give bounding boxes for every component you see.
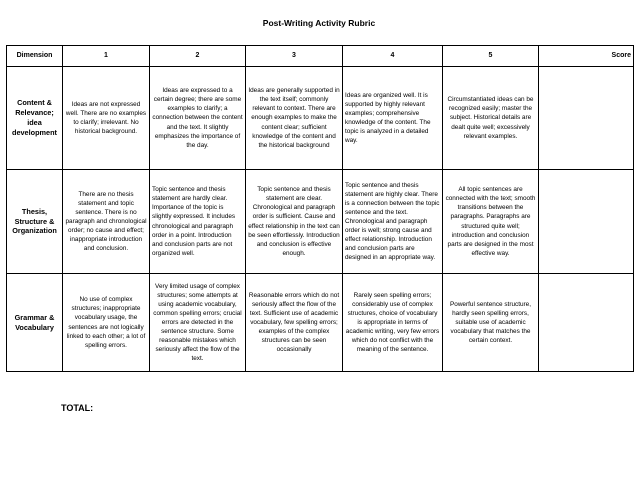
rubric-cell: Ideas are expressed to a certain degree; there are some examples to clarify; a connection between the content and the text. It slightly emphasizes the importance of the day. bbox=[150, 67, 246, 170]
dimension-label: Content & Relevance; idea development bbox=[7, 67, 63, 170]
table-row bbox=[7, 67, 634, 170]
total-label: TOTAL: bbox=[61, 403, 94, 413]
rubric-cell: Very limited usage of complex structures; some attempts at using academic vocabulary, common spelling errors; crucial errors are detected in the sentence structure. Some reasonable mistakes which seriously affect the flow of the text. bbox=[150, 274, 246, 372]
rubric-cell: Topic sentence and thesis statement are hardly clear. Importance of the topic is slightly expressed. It includes chronological and paragraph order in a point. Introduction and conclusion parts are not organized well. bbox=[150, 170, 246, 274]
table-row bbox=[7, 274, 634, 372]
header-score-1: 1 bbox=[63, 46, 150, 67]
header-score: Score bbox=[539, 46, 634, 67]
dimension-label: Thesis, Structure & Organization bbox=[7, 170, 63, 274]
rubric-cell: Rarely seen spelling errors; considerably use of complex structures, choice of vocabulary is appropriate in terms of academic writing, very few errors which do not conflict with the meaning of the sentence. bbox=[343, 274, 443, 372]
score-cell[interactable] bbox=[539, 170, 634, 274]
page-title: Post-Writing Activity Rubric bbox=[262, 18, 376, 28]
rubric-cell: Topic sentence and thesis statement are highly clear. There is a connection between the topic sentence and the text. Chronological and paragraph order is well; strong cause and effect relationship. Introduction and conclusion parts are designed in an appropriate way. bbox=[343, 170, 443, 274]
rubric-cell: Ideas are not expressed well. There are no examples to clarify; irrelevant. No historical background. bbox=[63, 67, 150, 170]
rubric-cell: Topic sentence and thesis statement are clear. Chronological and paragraph order is sufficient. Cause and effect relationship in the text can be seen effortlessly. Introduction and conclusion is effective enough. bbox=[246, 170, 343, 274]
header-score-2: 2 bbox=[150, 46, 246, 67]
table-row bbox=[7, 170, 634, 274]
rubric-table bbox=[6, 45, 634, 372]
header-row bbox=[7, 46, 634, 67]
rubric-cell: No use of complex structures; inappropriate vocabulary usage, the sentences are not logically linked to each other; a lot of spelling errors. bbox=[63, 274, 150, 372]
rubric-cell: Powerful sentence structure, hardly seen spelling errors, suitable use of academic vocabulary that matches the certain context. bbox=[443, 274, 539, 372]
score-cell[interactable] bbox=[539, 67, 634, 170]
rubric-cell: Ideas are organized well. It is supported by highly relevant examples; comprehensive knowledge of the content. The topic is analyzed in a detailed way. bbox=[343, 67, 443, 170]
score-cell[interactable] bbox=[539, 274, 634, 372]
rubric-cell: Circumstantiated ideas can be recognized easily; master the subject. Historical details are dealt quite well; excessively relevant examples. bbox=[443, 67, 539, 170]
header-score-3: 3 bbox=[246, 46, 343, 67]
rubric-cell: Reasonable errors which do not seriously affect the flow of the text. Sufficient use of academic vocabulary, few spelling errors; examples of the complex structures can be seen occasionally bbox=[246, 274, 343, 372]
header-score-5: 5 bbox=[443, 46, 539, 67]
rubric-cell: Ideas are generally supported in the text itself; commonly relevant to context. There are enough examples to make the content clear; sufficient knowledge of the content and the historical background bbox=[246, 67, 343, 170]
dimension-label: Grammar & Vocabulary bbox=[7, 274, 63, 372]
header-dimension: Dimension bbox=[7, 46, 63, 67]
header-score-4: 4 bbox=[343, 46, 443, 67]
rubric-cell: All topic sentences are connected with the text; smooth transitions between the paragraphs. Paragraphs are structured quite well; introduction and conclusion parts are designed in the most effective way. bbox=[443, 170, 539, 274]
rubric-cell: There are no thesis statement and topic sentence. There is no paragraph and chronological order; no cause and effect; inappropriate introduction and conclusion. bbox=[63, 170, 150, 274]
